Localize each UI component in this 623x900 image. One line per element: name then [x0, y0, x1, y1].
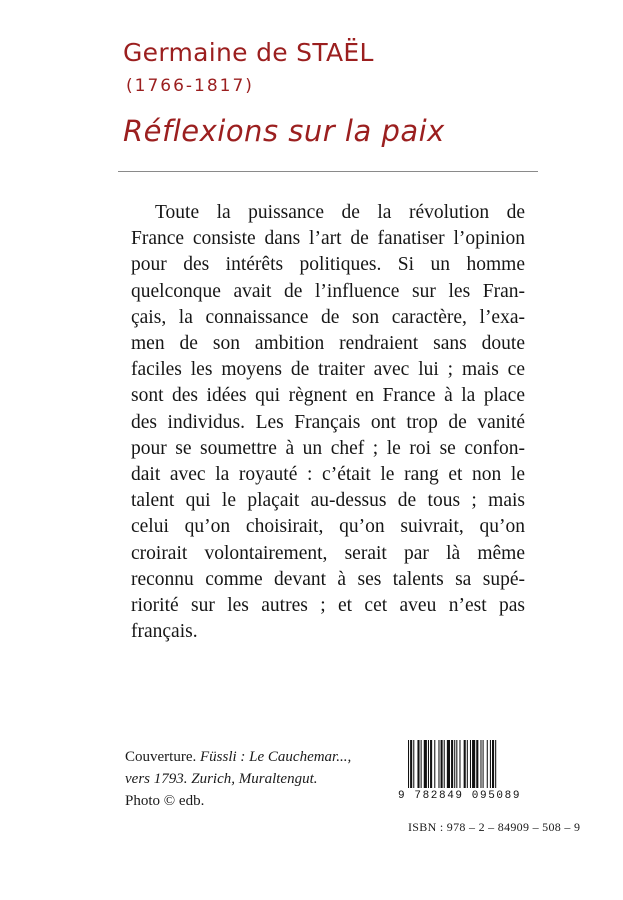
blurb-line: sont des idées qui règnent en France à la place	[131, 385, 525, 407]
credits-photo: Photo © edb.	[125, 793, 205, 809]
blurb-line: croirait volontairement, serait par là même	[131, 542, 525, 564]
credits-artwork: Füssli : Le Cauchemar...,	[199, 749, 352, 765]
blurb-line: des individus. Les Français ont trop de vanité	[131, 411, 525, 433]
blurb-line: reconnu comme devant à ses talents sa supé-	[131, 568, 525, 590]
blurb-line: talent qui le plaçait au-dessus de tous ; mais	[131, 490, 525, 512]
credits-details: vers 1793. Zurich, Muraltengut.	[125, 771, 318, 787]
blurb-line: quelconque avait de l’influence sur les Fran-	[131, 280, 525, 302]
book-title: Réflexions sur la paix	[123, 114, 445, 148]
blurb-line: çais, la connaissance de son caractère, l’exa-	[131, 306, 525, 328]
barcode	[398, 740, 538, 810]
blurb-line: riorité sur les autres ; et cet aveu n’est pas	[131, 595, 525, 617]
blurb-line: dait avec la royauté : c’était le rang et non le	[131, 464, 525, 486]
credits-prefix: Couverture.	[125, 749, 197, 765]
cover-credits	[125, 746, 385, 812]
blurb-line: France consiste dans l’art de fanatiser l’opinion	[131, 228, 525, 250]
blurb-line: celui qu’on choisirait, qu’on suivrait, qu’on	[131, 516, 525, 538]
blurb-line: pour se soumettre à un chef ; le roi se confon-	[131, 437, 525, 459]
title-divider	[118, 171, 538, 172]
author-name: Germaine de STAËL	[123, 38, 374, 67]
blurb-line: Toute la puissance de la révolution de	[155, 202, 525, 223]
barcode-bars	[408, 740, 530, 788]
author-dates: (1766-1817)	[126, 76, 254, 96]
barcode-digits: 9 782849 095089	[398, 790, 522, 802]
blurb-line: men de son ambition rendraient sans doute	[131, 333, 525, 355]
blurb-line: faciles les moyens de traiter avec lui ; mais ce	[131, 359, 525, 381]
blurb-text	[131, 200, 525, 645]
credits-line-1	[125, 746, 385, 768]
blurb-line: pour des intérêts politiques. Si un homme	[131, 254, 525, 276]
isbn-number: ISBN : 978 – 2 – 84909 – 508 – 9	[408, 820, 581, 834]
blurb-line: français.	[131, 621, 198, 643]
